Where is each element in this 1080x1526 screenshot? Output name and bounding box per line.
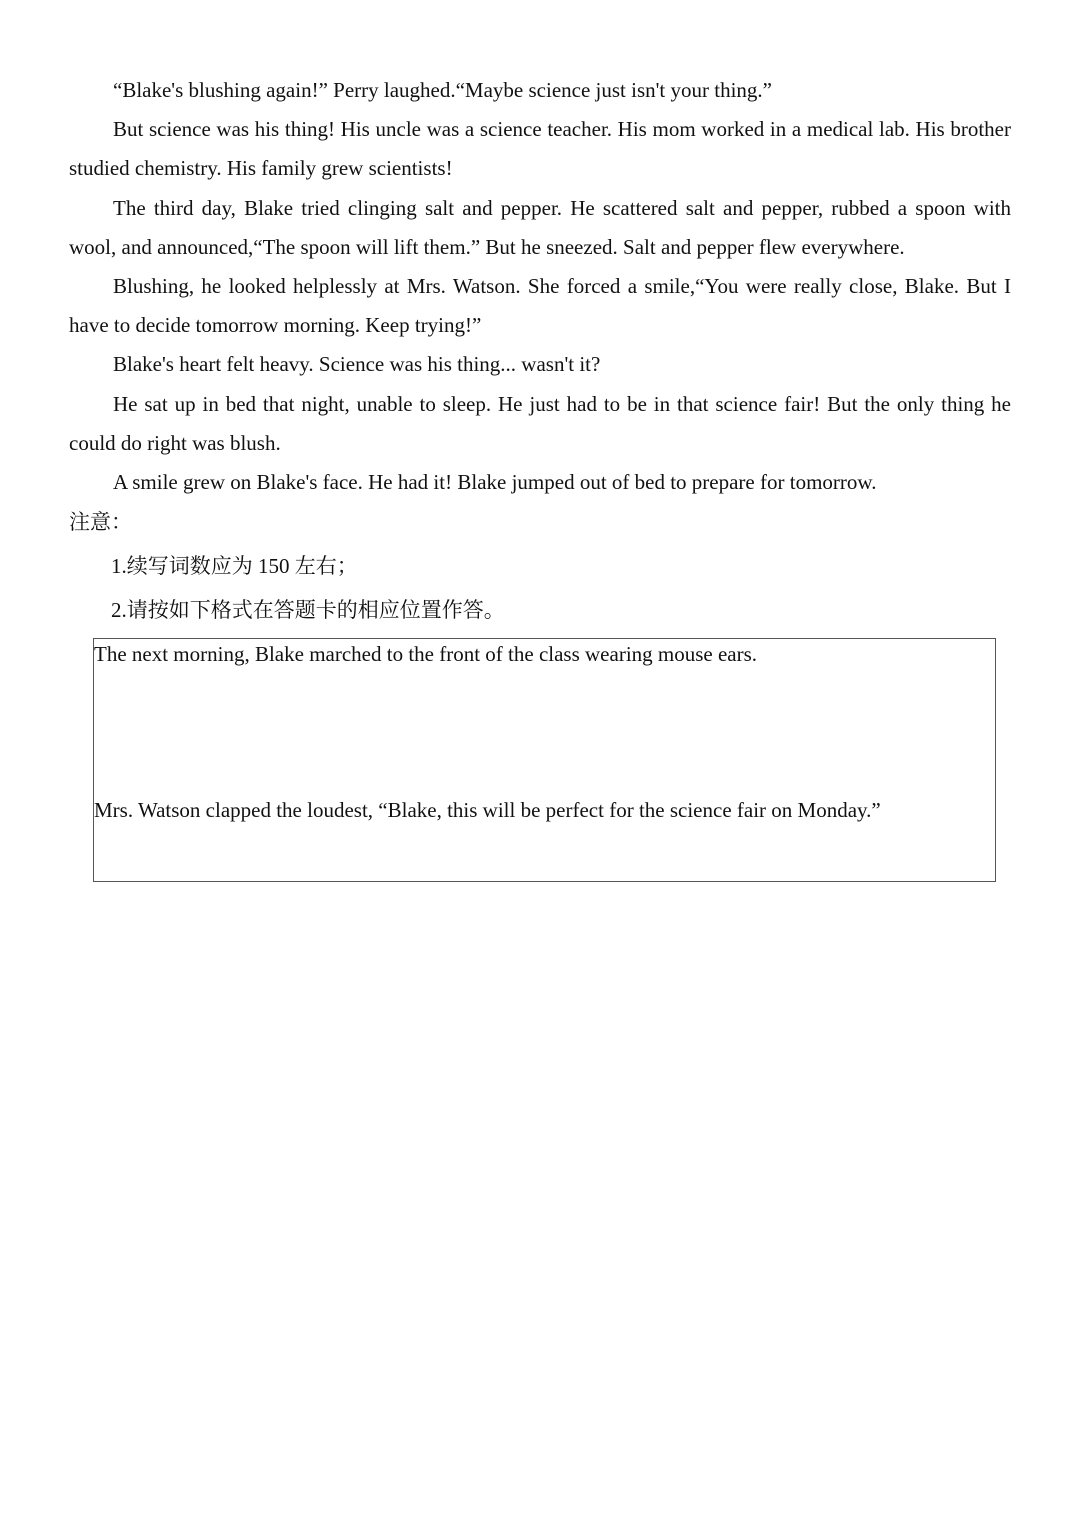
notes-section <box>69 504 1011 628</box>
answer-closing-line: Mrs. Watson clapped the loudest, “Blake, this will be perfect for the science fair on Monday.” <box>94 798 881 822</box>
notes-title: 注意： <box>69 510 132 534</box>
story-paragraph: “Blake's blushing again!” Perry laughed.“Maybe science just isn't your thing.” <box>113 78 772 102</box>
story-text <box>69 71 1011 502</box>
story-paragraph: But science was his thing! His uncle was a science teacher. His mom worked in a medical lab. His brother studied chemistry. His family grew scientists! <box>69 117 1011 181</box>
story-paragraph: A smile grew on Blake's face. He had it! Blake jumped out of bed to prepare for tomorrow. <box>113 470 877 495</box>
answer-box <box>93 638 996 882</box>
story-paragraph: Blake's heart felt heavy. Science was his thing... wasn't it? <box>113 352 601 377</box>
notes-item-format: 2.请按如下格式在答题卡的相应位置作答。 <box>111 598 505 622</box>
story-paragraph: He sat up in bed that night, unable to sleep. He just had to be in that science fair! But the only thing he could do right was blush. <box>69 391 1011 455</box>
answer-opening-line: The next morning, Blake marched to the front of the class wearing mouse ears. <box>94 642 758 666</box>
notes-item-word-count: 1.续写词数应为 150 左右； <box>111 554 358 578</box>
story-paragraph: Blushing, he looked helplessly at Mrs. Watson. She forced a smile,“You were really close, Blake. But I have to decide tomorrow morning. Keep trying!” <box>69 274 1011 338</box>
story-paragraph: The third day, Blake tried clinging salt and pepper. He scattered salt and pepper, rubbed a spoon with wool, and announced,“The spoon will lift them.” But he sneezed. Salt and pepper flew everywhere. <box>69 195 1011 259</box>
